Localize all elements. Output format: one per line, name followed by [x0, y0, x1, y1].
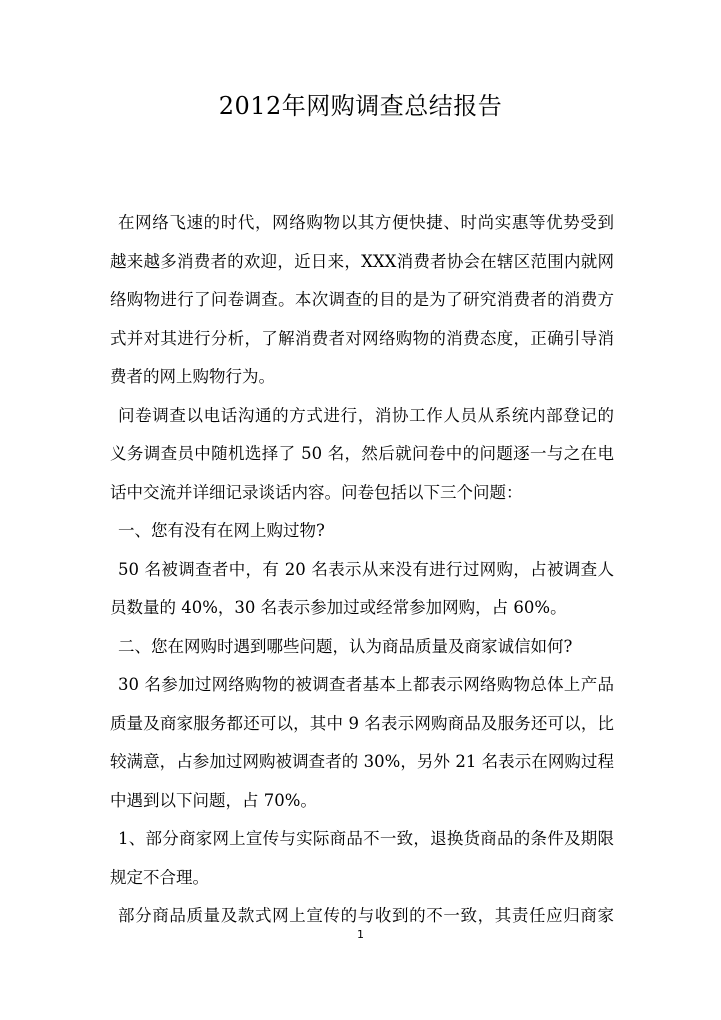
text-line: 50 名被调查者中，有 20 名表示从来没有进行过网购，占被调查人: [118, 559, 614, 579]
document-body: [110, 204, 614, 936]
text-line: 式并对其进行分析，了解消费者对网络购物的消费态度，正确引导消: [110, 328, 614, 348]
document-title: 2012年网购调查总结报告: [218, 92, 503, 120]
page-number: 1: [357, 928, 364, 941]
text-line: 问卷调查以电话沟通的方式进行，消协工作人员从系统内部登记的: [118, 405, 614, 425]
text-line: 在网络飞速的时代，网络购物以其方便快捷、时尚实惠等优势受到: [118, 213, 614, 232]
text-line: 中遇到以下问题，占 70%。: [110, 790, 317, 810]
text-line: 部分商品质量及款式网上宣传的与收到的不一致，其责任应归商家: [118, 906, 614, 925]
text-line: 费者的网上购物行为。: [110, 367, 275, 386]
text-line: 质量及商家服务都还可以，其中 9 名表示网购商品及服务还可以，比: [110, 713, 614, 733]
question-heading: 一、您有没有在网上购过物?: [118, 521, 325, 540]
question-heading: 二、您在网购时遇到哪些问题，认为商品质量及商家诚信如何?: [118, 636, 573, 656]
text-line: 员数量的 40%，30 名表示参加过或经常参加网购，占 60%。: [110, 598, 567, 617]
text-line: 话中交流并详细记录谈话内容。问卷包括以下三个问题：: [110, 482, 523, 502]
text-line: 规定不合理。: [110, 867, 209, 887]
text-line: 络购物进行了问卷调查。本次调查的目的是为了研究消费者的消费方: [110, 290, 614, 309]
text-line: 30 名参加过网络购物的被调查者基本上都表示网络购物总体上产品: [118, 675, 614, 694]
list-item: 1、部分商家网上宣传与实际商品不一致，退换货商品的条件及期限: [118, 829, 614, 848]
text-line: 越来越多消费者的欢迎，近日来，XXX消费者协会在辖区范围内就网: [110, 251, 614, 271]
text-line: 较满意，占参加过网购被调查者的 30%，另外 21 名表示在网购过程: [110, 752, 614, 771]
text-line: 义务调查员中随机选择了 50 名，然后就问卷中的问题逐一与之在电: [110, 444, 614, 463]
